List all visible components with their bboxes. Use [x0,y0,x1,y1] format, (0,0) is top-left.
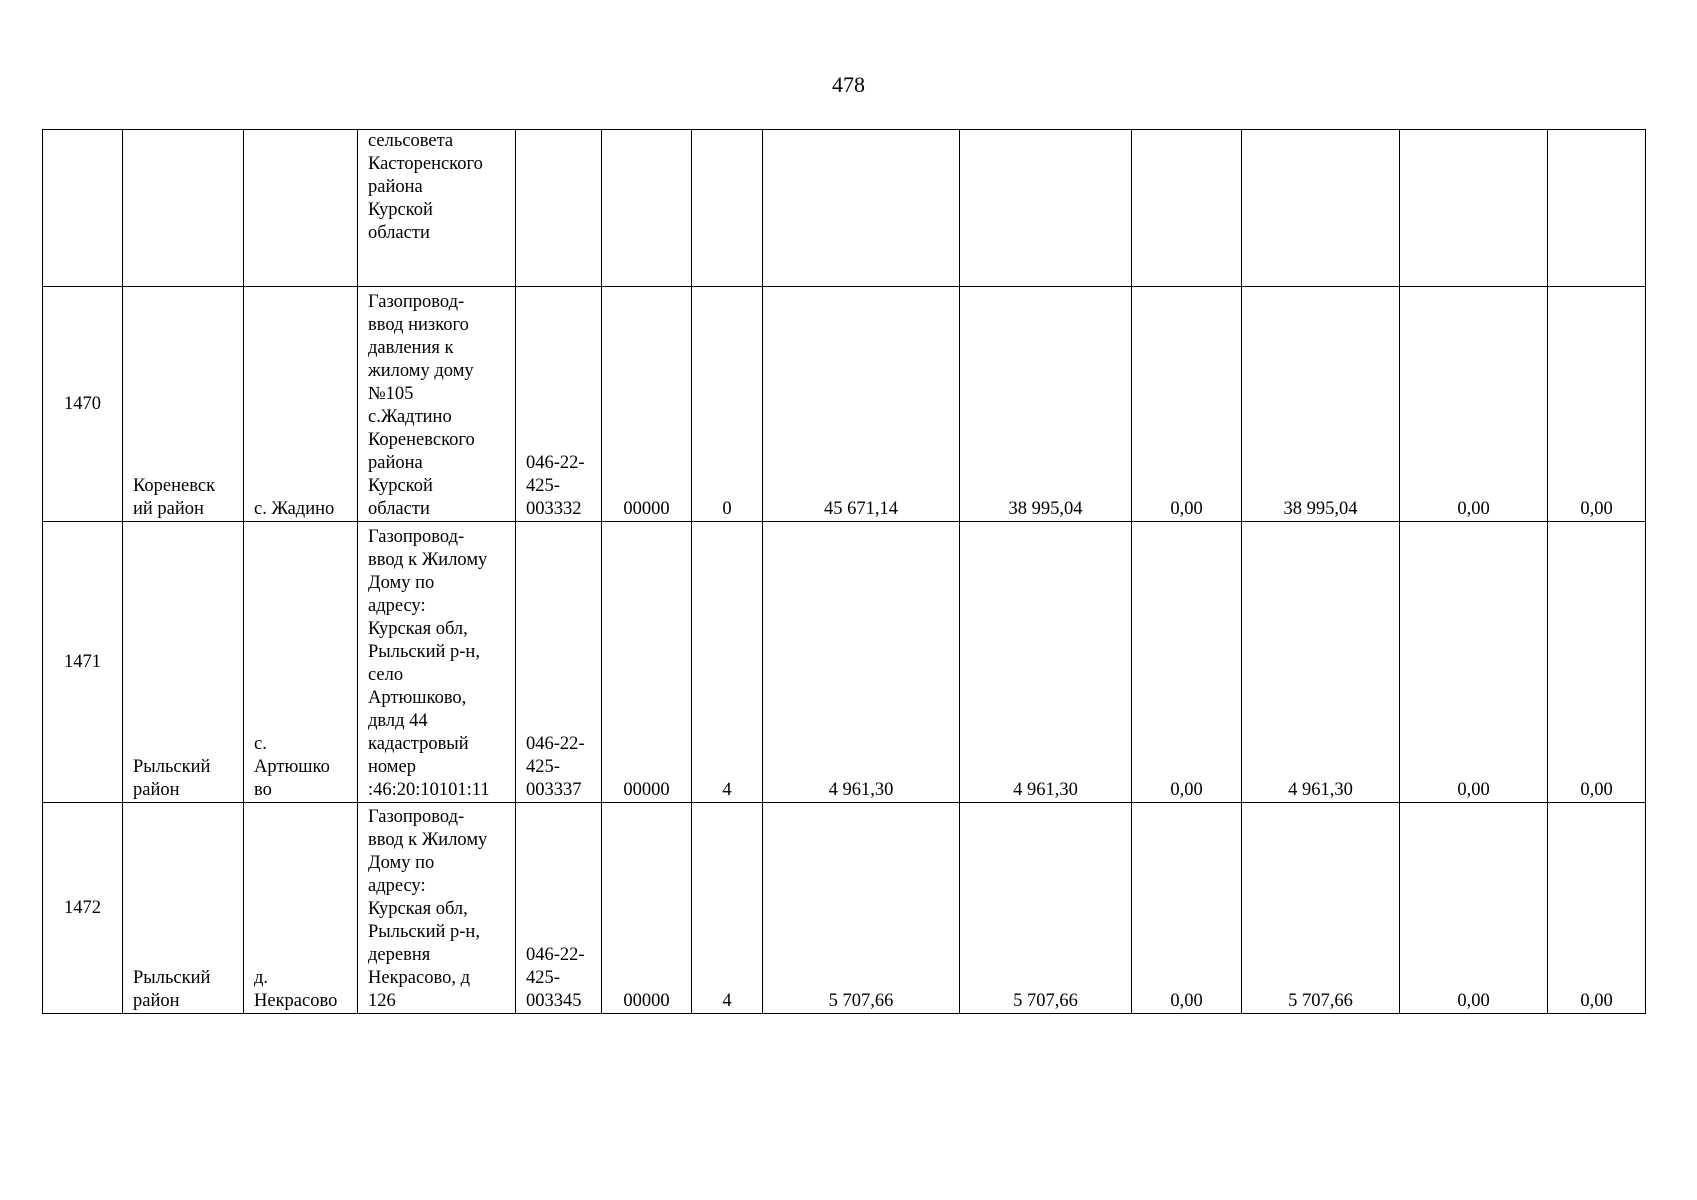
cell-col13 [1548,130,1646,287]
registry-table [42,129,1646,1014]
cell-district [123,130,244,287]
cell-object-name: Газопровод- ввод к Жилому Дому по адресу: Курская обл, Рыльский р-н, село Артюшково, двлд 44 кадастровый номер :46:20:10101:11 [358,522,516,803]
cell-col13: 0,00 [1548,287,1646,522]
cell-col13: 0,00 [1548,522,1646,803]
cell-col10: 0,00 [1132,803,1242,1014]
cell-col8 [763,130,960,287]
cell-col6 [602,130,692,287]
cell-col7 [692,130,763,287]
cell-col7: 4 [692,803,763,1014]
cell-district: Кореневск ий район [123,287,244,522]
cell-col11 [1242,130,1400,287]
cell-col12 [1400,130,1548,287]
cell-col12: 0,00 [1400,803,1548,1014]
cell-code: 046-22- 425- 003345 [516,803,602,1014]
cell-col11: 4 961,30 [1242,522,1400,803]
cell-col13: 0,00 [1548,803,1646,1014]
table-row [43,287,1646,522]
cell-settlement: с. Артюшко во [244,522,358,803]
cell-settlement: с. Жадино [244,287,358,522]
page-number: 478 [832,72,865,97]
cell-num: 1471 [43,522,123,803]
cell-settlement: д. Некрасово [244,803,358,1014]
cell-col6: 00000 [602,803,692,1014]
cell-col6: 00000 [602,522,692,803]
cell-col12: 0,00 [1400,522,1548,803]
cell-district: Рыльский район [123,803,244,1014]
cell-num: 1470 [43,287,123,522]
cell-col9: 38 995,04 [960,287,1132,522]
cell-num [43,130,123,287]
cell-col11: 5 707,66 [1242,803,1400,1014]
cell-code: 046-22- 425- 003332 [516,287,602,522]
cell-col9: 5 707,66 [960,803,1132,1014]
cell-settlement [244,130,358,287]
cell-col10 [1132,130,1242,287]
cell-col8: 5 707,66 [763,803,960,1014]
cell-col7: 4 [692,522,763,803]
cell-num: 1472 [43,803,123,1014]
cell-col9: 4 961,30 [960,522,1132,803]
cell-col7: 0 [692,287,763,522]
cell-object-name: сельсовета Касторенского района Курской области [358,130,516,287]
cell-object-name: Газопровод- ввод низкого давления к жилому дому №105 с.Жадтино Кореневского района Курской области [358,287,516,522]
cell-col9 [960,130,1132,287]
cell-object-name: Газопровод- ввод к Жилому Дому по адресу: Курская обл, Рыльский р-н, деревня Некрасово, д 126 [358,803,516,1014]
cell-col11: 38 995,04 [1242,287,1400,522]
cell-code: 046-22- 425- 003337 [516,522,602,803]
table-row [43,803,1646,1014]
cell-district: Рыльский район [123,522,244,803]
table-row [43,522,1646,803]
table-row-continuation [43,130,1646,287]
cell-col6: 00000 [602,287,692,522]
cell-col8: 45 671,14 [763,287,960,522]
cell-col12: 0,00 [1400,287,1548,522]
cell-col10: 0,00 [1132,287,1242,522]
cell-col8: 4 961,30 [763,522,960,803]
cell-code [516,130,602,287]
cell-col10: 0,00 [1132,522,1242,803]
